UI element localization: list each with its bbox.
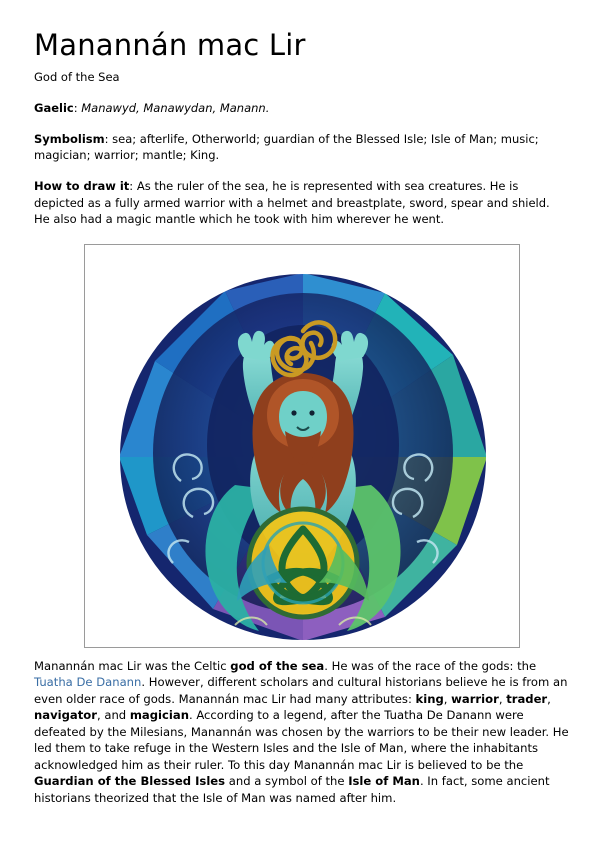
body-text-7: , and (96, 708, 130, 723)
body-text-5: , (498, 691, 507, 706)
howto-line (34, 178, 569, 228)
body-text-9: and a symbol of the (225, 774, 349, 789)
gaelic-label: Gaelic (34, 100, 74, 115)
body-bold-3: warrior (451, 691, 499, 706)
deity-illustration-svg (85, 245, 520, 648)
body-text-3: . However, different scholars and cultural historians believe he is from an even older race of gods. Manannán mac Lir had many attributes: (34, 675, 568, 706)
symbolism-value: sea; afterlife, Otherworld; guardian of the Blessed Isle; Isle of Man; music; magician; warrior; mantle; King. (34, 131, 539, 163)
symbolism-label: Symbolism (34, 131, 105, 146)
page-subtitle: God of the Sea (34, 69, 120, 84)
howto-value: As the ruler of the sea, he is represented with sea creatures. He is depicted as a fully armed warrior with a helmet and breastplate, sword, spear and shield. He also had a magic mantle which he took with him wherever he went. (34, 178, 550, 227)
gaelic-value: Manawyd, Manawydan, Manann. (81, 100, 270, 115)
body-text-10: . In fact, some ancient historians theorized that the Isle of Man was named after him. (34, 774, 550, 805)
body-text-2: . He was of the race of the gods: the (324, 658, 537, 673)
body-text-8: . According to a legend, after the Tuatha De Danann were defeated by the Milesians, Manannán was chosen by the warriors to be their new leader. He led them to take refuge in the Western Isles and the Isle of Man, where the inhabitants acknowledged him as their ruler. To this day Manannán mac Lir is believed to be the (34, 708, 569, 772)
symbolism-separator: : (104, 131, 113, 146)
page-title: Manannán mac Lir (34, 28, 306, 62)
body-bold-8: Isle of Man (348, 774, 420, 789)
gaelic-line (34, 100, 569, 117)
gaelic-separator: : (73, 100, 82, 115)
body-bold-5: navigator (34, 708, 97, 723)
body-text-6: , (547, 691, 551, 706)
body-text-4: , (443, 691, 452, 706)
body-text-1: Manannán mac Lir was the Celtic (34, 658, 231, 673)
body-paragraph (34, 658, 569, 806)
body-bold-2: king (415, 691, 444, 706)
tuatha-de-danann-link[interactable]: Tuatha De Danann (34, 675, 142, 690)
howto-label: How to draw it (34, 178, 130, 193)
howto-separator: : (129, 178, 137, 193)
symbolism-line (34, 131, 569, 164)
body-bold-7: Guardian of the Blessed Isles (34, 774, 226, 789)
deity-illustration (84, 244, 520, 648)
body-bold-6: magician (129, 708, 189, 723)
body-bold-1: god of the sea (230, 658, 325, 673)
body-bold-4: trader (506, 691, 548, 706)
